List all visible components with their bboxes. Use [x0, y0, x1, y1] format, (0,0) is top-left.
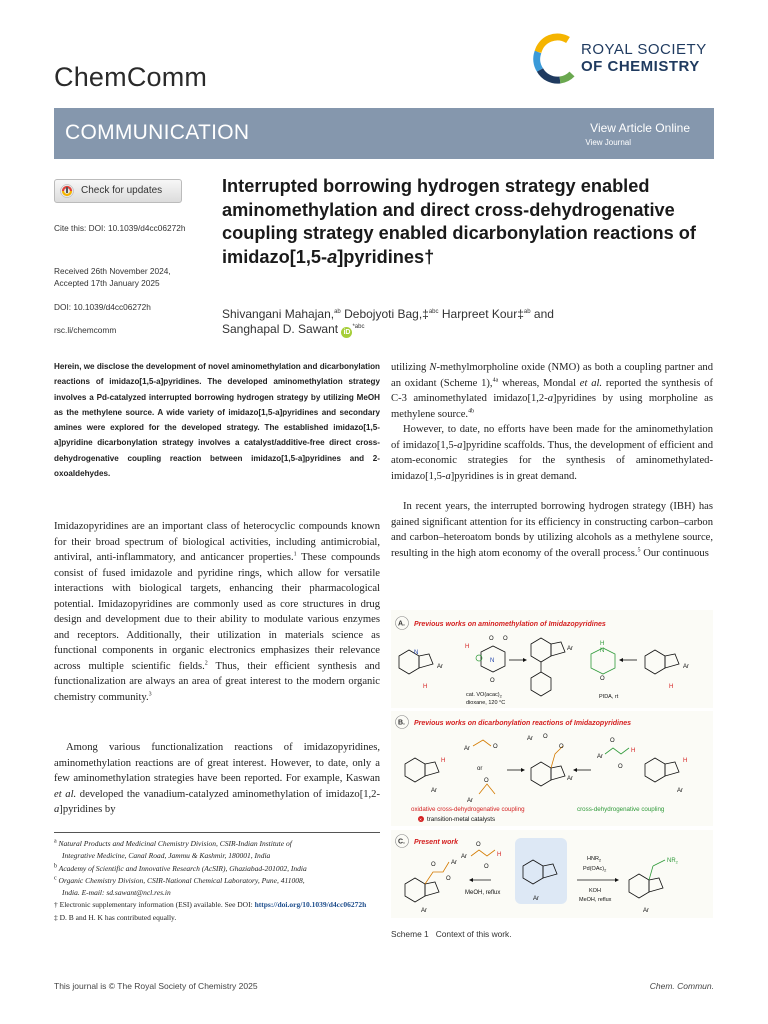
body-text: Our continuous [640, 547, 709, 559]
body-text: In recent years, the interrupted borrowing hydrogen strategy (IBH) has gained significant attention for its efficiency in constructing carbon–carbon and carbon–heteroatom bonds by utilizing alcohols as a methylene source, resulting in the high atom economy of the overall process. [391, 501, 713, 559]
scheme-a-condition-1: cat. $VO(acac)_2$ [466, 692, 502, 699]
scheme-b-label-left-2: transition-metal catalysts [427, 816, 496, 823]
article-doi: DOI: 10.1039/d4cc06272h [54, 302, 151, 312]
atom-label: O [618, 764, 623, 770]
citation-ref[interactable]: 1 [293, 551, 297, 558]
atom-label: Ar [683, 664, 689, 670]
scheme-section-b-letter: B. [398, 719, 405, 727]
scheme-caption [391, 929, 512, 939]
cite-label: Cite this: [54, 223, 87, 233]
check-updates-icon [60, 184, 74, 198]
footnote-affiliation-c [54, 875, 380, 887]
footnote-affiliation-a [54, 838, 380, 850]
footnote-mark: a [54, 838, 57, 845]
journal-website-link[interactable]: rsc.li/chemcomm [54, 325, 117, 335]
scheme-c-condition-right-3: KOH [589, 888, 601, 894]
body-paragraph-4 [391, 422, 713, 484]
citation-ref[interactable]: 4b [468, 407, 475, 414]
cross-mark-glyph: × [419, 817, 422, 822]
scheme-c-condition-right-2: $Pd(OAc)_2$ [583, 866, 607, 873]
publisher-name-line2: OF CHEMISTRY [581, 58, 700, 75]
body-text-italic: N [429, 362, 437, 373]
footnote-text: † Electronic supplementary information (ESI) available. See DOI: [54, 900, 255, 910]
atom-label: O [476, 842, 481, 848]
author-sawant[interactable]: Sanghapal D. Sawant [222, 322, 339, 336]
author-affiliation-mark: abc [428, 309, 439, 315]
abstract: Herein, we disclose the development of novel aminomethylation and dicarbonylation reactions of imidazo[1,5-a]pyridines. The developed aminomethylation strategy involves a Pd-catalyzed interrupted borrowing hydrogen strategy by utilizing MeOH as the methylene source. A wide variety of imidazo[1,5-a]pyridines and secondary amines were explored for the developed strategy. The established imidazo[1,5-a]pyridine dicarbonylation strategy involves a catalyst/additive-free direct cross-dehydrogenative coupling reaction between imidazo[1,5-a]pyridines and 2-oxoaldehydes. [54, 362, 380, 479]
scheme-section-a-letter: A. [398, 620, 405, 628]
atom-label: O [431, 862, 436, 868]
body-text: -methylmorpholine oxide (NMO) as both a coupling partner and an oxidant (Scheme 1), [391, 362, 713, 389]
atom-label: O [484, 778, 489, 784]
atom-label: Ar [567, 646, 573, 652]
atom-label: H [423, 684, 428, 690]
atom-label: Ar [451, 860, 457, 866]
body-text-italic: a [445, 470, 451, 482]
footnote-contribution: ‡ D. B and H. K has contributed equally. [54, 912, 177, 922]
body-text-italic: et al. [54, 788, 77, 800]
atom-label: N [600, 648, 605, 654]
atom-label: H [683, 758, 688, 764]
atom-label: Ar [431, 788, 437, 794]
atom-label: O [559, 744, 564, 750]
atom-label: Ar [643, 908, 649, 914]
footnote-mark: c [54, 875, 57, 882]
citation-ref[interactable]: 4a [492, 376, 499, 383]
atom-label: O [600, 676, 605, 682]
footnote-mark: b [54, 863, 57, 870]
body-text: whereas, Mondal [498, 377, 580, 389]
scheme-section-c-title: Present work [414, 839, 458, 846]
atom-label: O [503, 636, 508, 642]
rsc-logo[interactable] [530, 30, 720, 86]
body-text: However, to date, no efforts have been made for the aminomethylation of imidazo[1,5- [391, 424, 713, 451]
citation-ref[interactable]: 5 [637, 546, 641, 553]
atom-label: N [490, 658, 495, 664]
citation-ref[interactable]: 2 [204, 659, 208, 666]
body-text: These compounds consist of fused imidazole and pyridine rings, which allow for versatile interactions with biological targets, enhancing their pharmacological potential. Imidazopyridines are commonly used as core structures in drug design and development due to their ability to modulate various enzymes and receptors. Additionally, their utilization in materials science as functional components in organic electronics emphasizes their relevance across multiple scientific fields. [54, 552, 381, 672]
scheme-section-a-title: Previous works on aminomethylation of Imidazopyridines [414, 621, 606, 628]
atom-label: O [610, 738, 615, 744]
copyright-footer: This journal is © The Royal Society of Chemistry 2025 [54, 981, 258, 991]
article-title [222, 175, 702, 269]
received-date: Received 26th November 2024, [54, 266, 171, 276]
rsc-logo-mark-icon [530, 30, 580, 86]
footnote-affiliation-c-cont: India. E-mail: sd.sawant@ncl.res.in [62, 888, 171, 898]
scheme-caption-text: Context of this work. [435, 929, 512, 939]
atom-label: H [669, 684, 674, 690]
atom-label: Ar [597, 754, 603, 760]
cite-doi: DOI: 10.1039/d4cc06272h [88, 223, 186, 233]
check-updates-label: Check for updates [81, 185, 163, 196]
atom-label: H [631, 748, 636, 754]
footnote-affiliation-a-cont: Integrative Medicine, Canal Road, Jammu & Kashmir, 180001, India [62, 851, 271, 861]
body-text-italic: a [54, 804, 60, 815]
cite-this [54, 222, 185, 234]
footnote-divider [54, 832, 380, 833]
atom-label: Ar [421, 908, 427, 914]
scheme-c-condition-left: MeOH, reflux [465, 890, 501, 896]
footnote-affiliation-b [54, 863, 380, 875]
atom-label: O [446, 876, 451, 882]
footnotes [54, 838, 380, 924]
scheme-b-or: or [477, 766, 483, 772]
view-article-online-link[interactable]: View Article Online [590, 121, 690, 135]
body-text: Thus, their efficient synthesis and functionalization are always an area of great interest to the modern organic chemistry community. [54, 660, 380, 703]
atom-label: O [493, 744, 498, 750]
atom-label: O [543, 734, 548, 740]
footnote-esi [54, 899, 380, 911]
author-affiliation-mark: ab [523, 309, 531, 315]
body-paragraph-5 [391, 499, 713, 561]
footnote-text: Natural Products and Medicinal Chemistry Division, CSIR-Indian Institute of [56, 839, 292, 848]
body-text-italic: et al. [579, 377, 603, 389]
atom-label: H [465, 644, 470, 650]
orcid-icon[interactable]: iD [343, 329, 351, 336]
footnote-text: Organic Chemistry Division, CSIR-National Chemical Laboratory, Pune, 411008, [56, 875, 305, 885]
author-kour[interactable]: Harpreet Kour‡ [438, 307, 524, 321]
citation-ref[interactable]: 3 [148, 690, 152, 697]
body-text: utilizing [391, 362, 430, 373]
scheme-b-label-right: cross-dehydrogenative coupling [577, 806, 665, 813]
title-italic-a: a [327, 246, 338, 267]
view-journal-link[interactable]: View Journal [585, 138, 631, 147]
body-text: reported the synthesis of C-3 aminomethylated imidazo[1,2- [391, 377, 713, 404]
atom-label: O [489, 636, 494, 642]
atom-label: Ar [437, 664, 443, 670]
atom-label: Ar [461, 854, 467, 860]
author-list [222, 307, 702, 338]
scheme-b-label-left: oxidative cross-dehydrogenative coupling [411, 806, 525, 813]
body-text-italic: a [457, 439, 463, 451]
body-text: ]pyridine scaffolds. Thus, the development of efficient and atom-economic strategies for the synthesis of aminomethylated-imidazo[1,5- [391, 439, 713, 482]
scheme-section-b-title: Previous works on dicarbonylation reactions of Imidazopyridines [414, 720, 632, 727]
body-paragraph-2 [54, 740, 380, 818]
body-text: ]pyridines by using morpholine as methylene source. [391, 393, 713, 420]
journal-name: ChemComm [54, 62, 208, 92]
body-text: developed the vanadium-catalyzed aminomethylation of imidazo[1,2- [76, 788, 380, 800]
check-for-updates-button[interactable] [54, 179, 182, 203]
publisher-name-line1: ROYAL SOCIETY [581, 41, 707, 58]
atom-label: Ar [467, 798, 473, 804]
body-paragraph-3 [391, 360, 713, 422]
atom-label: Ar [464, 746, 470, 752]
article-type-banner [54, 108, 714, 159]
body-text: Among various functionalization reactions of imidazopyridines, aminomethylation reactions are of great interest. However, to date, only a few aminomethylation strategies have been reported. For example, Kaswan [54, 742, 380, 784]
atom-label: Ar [567, 776, 573, 782]
scheme-c-condition-right-4: MeOH, reflux [579, 897, 612, 903]
body-text: Imidazopyridines are an important class of heterocyclic compounds known for their broad spectrum of biological activities, including antimicrobial, antiviral, anti-inflammatory, and anticancer properties. [54, 521, 380, 563]
scheme-section-c-letter: C. [398, 838, 405, 846]
scheme-1-figure [391, 610, 713, 918]
body-text-italic: a [547, 393, 554, 404]
title-text: Interrupted borrowing hydrogen strategy enabled aminomethylation and direct cross-dehydrogenative coupling strategy enabled dicarbonylation reactions of imidazo[1,5- [222, 176, 696, 267]
author-affiliation-mark: ab [334, 309, 341, 315]
atom-label: H [497, 852, 502, 858]
author-affiliation-mark: *abc [352, 324, 365, 330]
atom-label: Ar [527, 736, 533, 742]
body-text: ]pyridines is in great demand. [450, 470, 577, 482]
scheme-a-condition-3: PIDA, rt [599, 694, 619, 700]
atom-label: Ar [677, 788, 683, 794]
accepted-date: Accepted 17th January 2025 [54, 278, 160, 288]
esi-doi-link[interactable]: https://doi.org/10.1039/d4cc06272h [254, 900, 367, 910]
scheme-c-condition-right-1: $HNR_2$ [587, 856, 602, 863]
author-join: and [530, 307, 554, 321]
title-end: ]pyridines† [337, 246, 435, 267]
scheme-caption-label: Scheme 1 [391, 929, 429, 939]
atom-label: $NR_2$ [667, 858, 678, 865]
author-bag[interactable]: Debojyoti Bag,‡ [340, 307, 429, 321]
scheme-a-condition-2: dioxane, 120 °C [466, 700, 506, 706]
atom-label: H [600, 641, 605, 647]
author-mahajan[interactable]: Shivangani Mahajan, [222, 307, 335, 321]
body-text: ]pyridines by [59, 804, 116, 815]
atom-label: O [484, 864, 489, 870]
journal-footer: Chem. Commun. [649, 981, 714, 991]
atom-label: O [490, 678, 495, 684]
body-paragraph-1 [54, 519, 380, 705]
footnote-text: Academy of Scientific and Innovative Research (AcSIR), Ghaziabad-201002, India [57, 863, 307, 873]
article-type-label: COMMUNICATION [65, 121, 250, 144]
atom-label: H [441, 758, 446, 764]
atom-label: Ar [533, 896, 539, 902]
atom-label: N [414, 650, 419, 656]
